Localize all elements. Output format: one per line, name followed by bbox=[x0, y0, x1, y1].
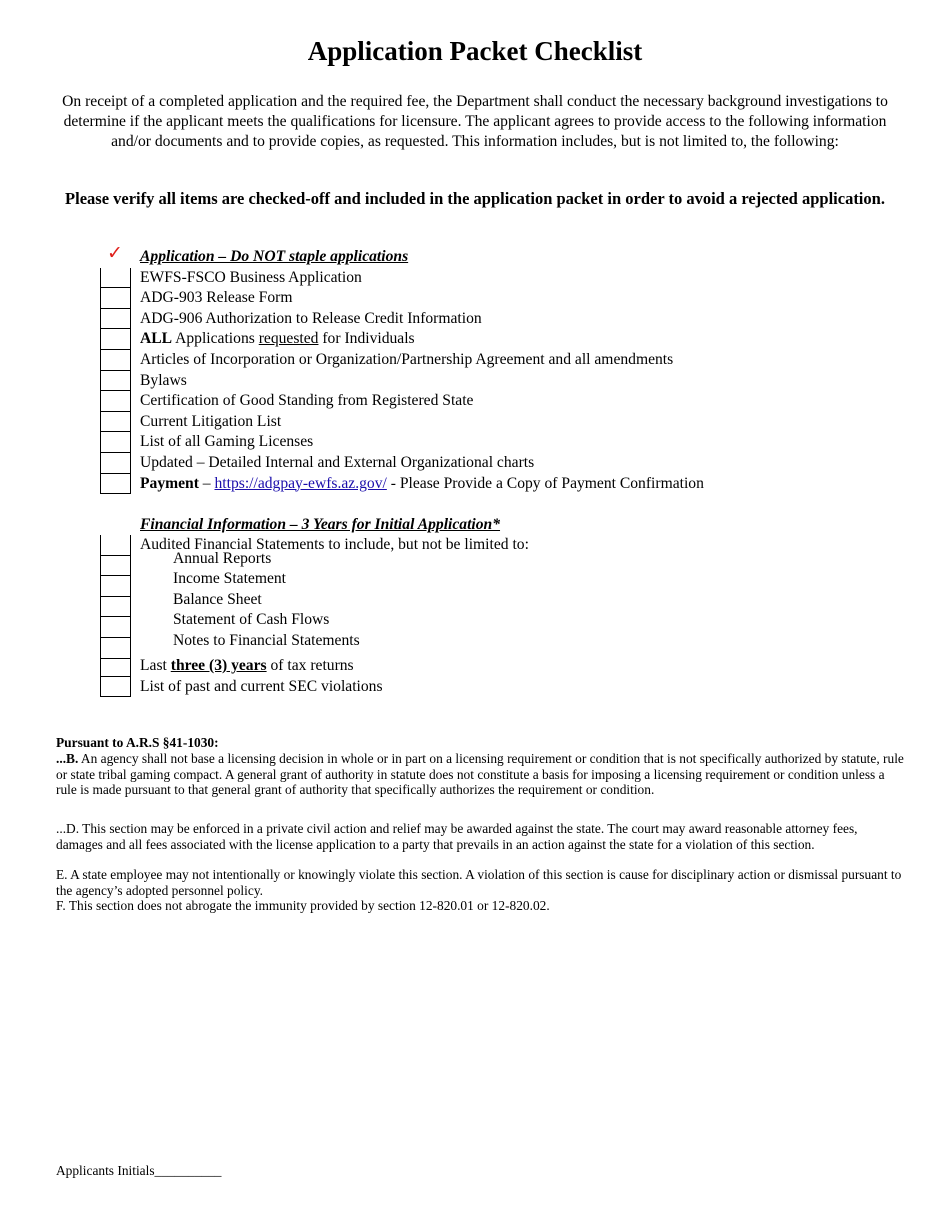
checklist-item-label: Certification of Good Standing from Registered State bbox=[140, 392, 474, 410]
checkbox[interactable] bbox=[100, 474, 131, 495]
checklist-item-label: Articles of Incorporation or Organization/Partnership Agreement and all amendments bbox=[140, 351, 674, 368]
verify-notice: Please verify all items are checked-off and included in the application packet in order to avoid a rejected application. bbox=[65, 189, 885, 208]
checklist-item bbox=[100, 288, 900, 309]
checklist-subitem-label: Annual Reports bbox=[173, 549, 272, 567]
checkbox[interactable] bbox=[100, 350, 131, 371]
checklist-item-label: List of past and current SEC violations bbox=[140, 677, 383, 695]
checkbox[interactable] bbox=[100, 309, 131, 330]
checklist-item-label: ADG-903 Release Form bbox=[140, 289, 293, 307]
legal-heading: Pursuant to A.R.S §41-1030: bbox=[56, 735, 219, 750]
checklist-item bbox=[100, 391, 900, 412]
checkbox[interactable] bbox=[100, 535, 131, 556]
checklist-item bbox=[100, 329, 900, 350]
checklist-item-label: Payment – https://adgpay-ewfs.az.gov/ - Please Provide a Copy of Payment Confirmation bbox=[140, 474, 704, 492]
payment-link[interactable]: https://adgpay-ewfs.az.gov/ bbox=[214, 474, 387, 492]
checkbox[interactable] bbox=[100, 371, 131, 392]
checkbox[interactable] bbox=[100, 597, 131, 618]
checklist-subitem-label: Income Statement bbox=[173, 570, 287, 588]
checkbox[interactable] bbox=[100, 617, 131, 638]
checklist-item bbox=[100, 677, 900, 698]
page-title: Application Packet Checklist bbox=[307, 36, 643, 66]
checklist-item bbox=[100, 656, 900, 677]
checklist-item-label: EWFS-FSCO Business Application bbox=[140, 268, 362, 286]
checklist-item bbox=[100, 350, 900, 371]
checkbox[interactable] bbox=[100, 677, 131, 698]
checklist-item bbox=[100, 309, 900, 330]
section-heading-label: Financial Information – 3 Years for Initial Application* bbox=[140, 516, 501, 533]
checkbox[interactable] bbox=[100, 432, 131, 453]
checklist-item bbox=[100, 412, 900, 433]
section-application-heading bbox=[100, 242, 900, 268]
checklist-item-label: Current Litigation List bbox=[140, 412, 282, 430]
checklist-subitem-label: Statement of Cash Flows bbox=[173, 611, 330, 629]
checkbox[interactable] bbox=[100, 329, 131, 350]
checklist-item-label: Audited Financial Statements to include, but not be limited to: bbox=[140, 536, 529, 553]
checkbox[interactable] bbox=[100, 656, 131, 677]
checklist-item-label: ADG-906 Authorization to Release Credit Information bbox=[140, 309, 482, 327]
checklist-item bbox=[100, 371, 900, 392]
checkbox[interactable] bbox=[100, 412, 131, 433]
checkbox[interactable] bbox=[100, 268, 131, 289]
checklist-item-label: Bylaws bbox=[140, 371, 187, 389]
checklist-item bbox=[100, 432, 900, 453]
checkbox[interactable] bbox=[100, 556, 131, 577]
checklist-item-payment bbox=[100, 474, 900, 495]
checklist-item bbox=[100, 453, 900, 474]
legal-paragraph-e: E. A state employee may not intentionally or knowingly violate this section. A violation of this section is cause for disciplinary action or dismissal pursuant to the agency’s adopted personnel policy. bbox=[56, 867, 902, 898]
checklist-subitem-label: Notes to Financial Statements bbox=[173, 632, 360, 649]
checkbox[interactable] bbox=[100, 288, 131, 309]
section-heading-label: Application – Do NOT staple applications bbox=[140, 248, 409, 265]
checkbox[interactable] bbox=[100, 391, 131, 412]
checkbox[interactable] bbox=[100, 576, 131, 597]
checkmark-icon: ✓ bbox=[107, 242, 123, 264]
checkbox[interactable] bbox=[100, 453, 131, 474]
legal-paragraph-d: ...D. This section may be enforced in a private civil action and relief may be awarded against the state. The court may award reasonable attorney fees, damages and all fees associated with the license application to a party that prevails in an action against the state for a violation of this section. bbox=[56, 821, 858, 852]
checklist-item-label: List of all Gaming Licenses bbox=[140, 433, 314, 451]
checklist-item-label: ALL Applications requested for Individuals bbox=[140, 330, 415, 348]
checklist-item-label: Updated – Detailed Internal and External Organizational charts bbox=[140, 454, 535, 471]
intro-paragraph: On receipt of a completed application and the required fee, the Department shall conduct the necessary background investigations to determine if the applicant meets the qualifications for licensure. The applicant agrees to provide access to the following information and/or documents and to provide copies, as requested. This information includes, but is not limited to, the following: bbox=[62, 93, 888, 150]
checklist-item bbox=[100, 268, 900, 289]
legal-paragraph-f: F. This section does not abrogate the immunity provided by section 12-820.01 or 12-820.02. bbox=[56, 898, 550, 913]
applicant-initials-line: Applicants Initials__________ bbox=[56, 1163, 222, 1178]
checklist-item-label: Last three (3) years of tax returns bbox=[140, 657, 354, 674]
section-financial-heading bbox=[100, 515, 900, 536]
checklist-subitem-label: Balance Sheet bbox=[173, 590, 262, 608]
legal-paragraph-b: ...B. An agency shall not base a licensing decision in whole or in part on a licensing requirement or condition that is not specifically authorized by statute, rule or state tribal gaming compact. A general grant of authority in statute does not constitute a basis for imposing a licensing requirement or condition unless a rule is made pursuant to that general grant of authority that specifically authorizes the requirement or condition. bbox=[56, 751, 904, 798]
